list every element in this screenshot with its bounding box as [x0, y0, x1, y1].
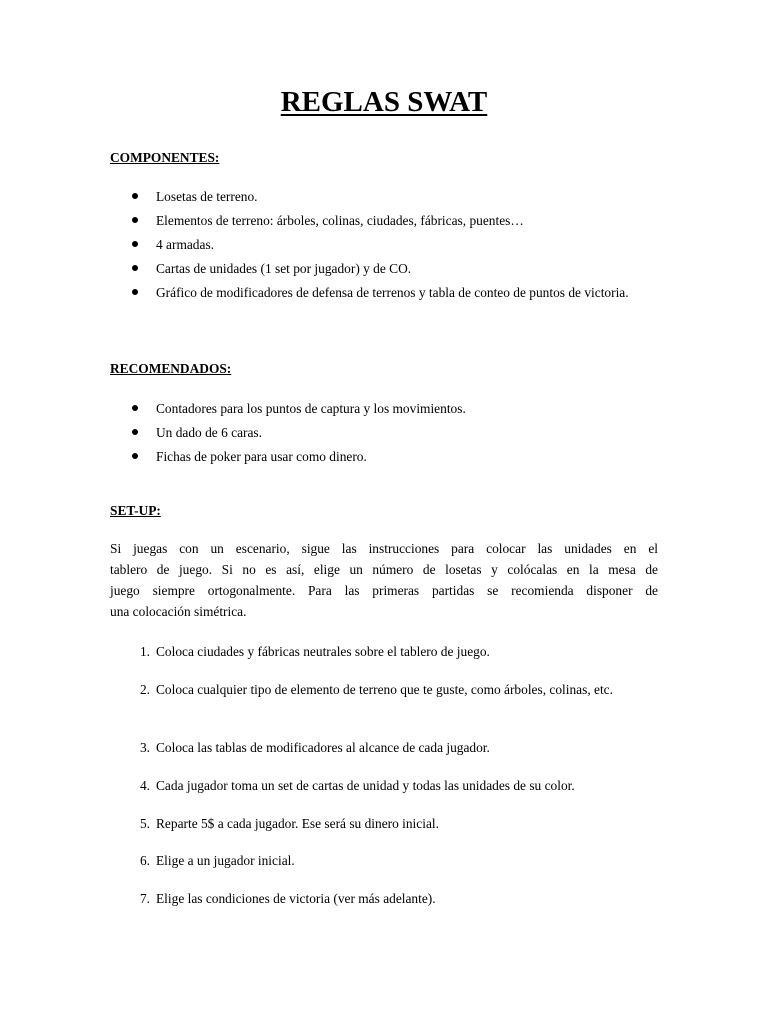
section-heading-recomendados: RECOMENDADOS:: [110, 361, 232, 376]
bullet-icon: [132, 193, 138, 199]
step-text: Elige a un jugador inicial.: [156, 853, 295, 868]
setup-paragraph: [110, 538, 658, 622]
bullet-icon: [132, 289, 138, 295]
list-item: Contadores para los puntos de captura y los movimientos.: [156, 401, 466, 416]
document-title: REGLAS SWAT: [280, 86, 488, 118]
step-number: 1.: [139, 644, 150, 659]
step-text: Coloca las tablas de modificadores al alcance de cada jugador.: [156, 740, 490, 755]
section-heading-setup: SET-UP:: [110, 503, 161, 518]
bullet-icon: [132, 241, 138, 247]
step-number: 5.: [139, 816, 150, 831]
step-number: 6.: [139, 853, 150, 868]
list-item: Un dado de 6 caras.: [156, 425, 262, 440]
bullet-icon: [132, 217, 138, 223]
paragraph-line: juego siempre ortogonalmente. Para las primeras partidas se recomienda disponer de: [110, 583, 658, 598]
step-number: 4.: [139, 778, 150, 793]
section-heading-componentes: COMPONENTES:: [110, 150, 220, 165]
list-item: Elementos de terreno: árboles, colinas, ciudades, fábricas, puentes…: [156, 213, 524, 228]
step-text: Coloca ciudades y fábricas neutrales sobre el tablero de juego.: [156, 644, 490, 659]
bullet-icon: [132, 405, 138, 411]
step-number: 3.: [139, 740, 150, 755]
paragraph-line: una colocación simétrica.: [110, 604, 247, 619]
list-item: Cartas de unidades (1 set por jugador) y de CO.: [156, 261, 412, 276]
step-number: 2.: [139, 682, 150, 697]
paragraph-line: tablero de juego. Si no es así, elige un número de losetas y colócalas en la mesa de: [110, 562, 658, 577]
bullet-icon: [132, 265, 138, 271]
bullet-icon: [132, 429, 138, 435]
bullet-icon: [132, 453, 138, 459]
list-item: Losetas de terreno.: [156, 189, 258, 204]
step-text: Cada jugador toma un set de cartas de unidad y todas las unidades de su color.: [156, 778, 575, 793]
list-item: Gráfico de modificadores de defensa de terrenos y tabla de conteo de puntos de victoria.: [156, 285, 629, 300]
paragraph-line: Si juegas con un escenario, sigue las instrucciones para colocar las unidades en el: [110, 541, 658, 556]
step-number: 7.: [139, 891, 150, 906]
list-item: 4 armadas.: [156, 237, 215, 252]
step-text: Coloca cualquier tipo de elemento de terreno que te guste, como árboles, colinas, etc.: [156, 682, 613, 697]
step-text: Reparte 5$ a cada jugador. Ese será su dinero inicial.: [156, 816, 439, 831]
list-item: Fichas de poker para usar como dinero.: [156, 449, 367, 464]
step-text: Elige las condiciones de victoria (ver más adelante).: [156, 891, 436, 906]
